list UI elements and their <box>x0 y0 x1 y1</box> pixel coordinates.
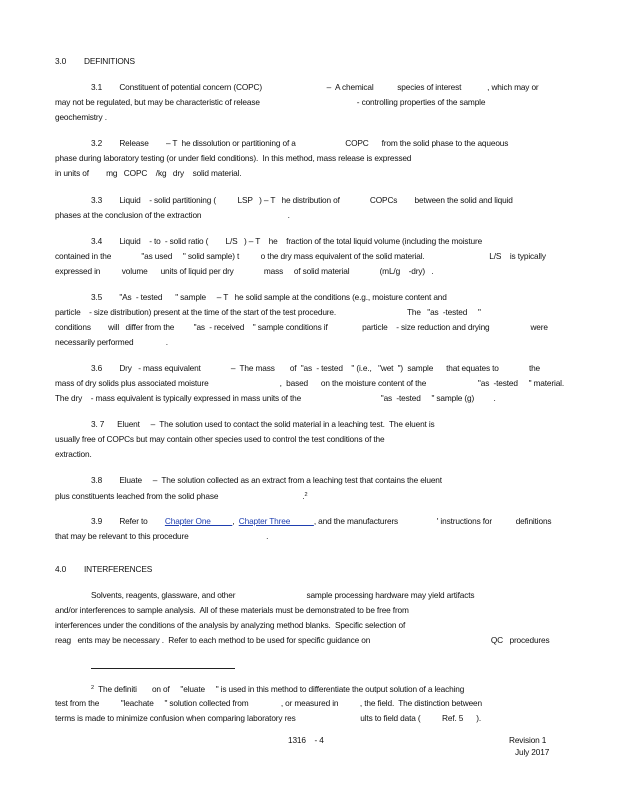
definition-3-8-line-2-tail: . <box>218 491 305 501</box>
definition-3-3-line-1: 3.3 Liquid - solid partitioning ( LSP ) – T he distribution of COPCs between the solid and liquid <box>91 195 513 205</box>
definition-3-8-line-2-text: plus constituents leached from the solid phase <box>55 491 219 501</box>
interferences-line-4: reag ents may be necessary . Refer to each method to be used for specific guidance on QC procedures <box>55 635 550 645</box>
section-4-number: 4.0 <box>55 564 67 574</box>
definition-3-4-line-1: 3.4 Liquid - to - solid ratio ( L/S ) – T he fraction of the total liquid volume (including the moisture <box>91 236 483 246</box>
definition-3-7-line-2: usually free of COPCs but may contain other species used to control the test conditions of the <box>55 434 385 444</box>
definition-3-6-line-3: The dry - mass equivalent is typically expressed in mass units of the "as -tested " sample (g) . <box>55 393 496 403</box>
definition-3-5-line-3: conditions will differ from the "as - received " sample conditions if particle - size reduction and drying were <box>55 322 548 332</box>
footnote-number: 2 <box>91 685 94 691</box>
footnote-separator <box>91 668 235 669</box>
definition-3-5-line-4: necessarily performed . <box>55 337 168 347</box>
definition-3-9-separator: , <box>232 516 239 526</box>
definition-3-9-suffix: , and the manufacturers ' instructions for definitions <box>313 516 552 526</box>
definition-3-5-line-2: particle - size distribution) present at the time of the start of the test procedure. The "as -tested " <box>55 307 481 317</box>
definition-3-7-line-3: extraction. <box>55 449 92 459</box>
footnote-line-2: test from the "leachate " solution collected from , or measured in , the field. The distinction between <box>55 698 482 708</box>
definition-3-6-line-2: mass of dry solids plus associated moisture , based on the moisture content of the "as -tested " material. <box>55 378 565 388</box>
definition-3-3-line-2: phases at the conclusion of the extraction . <box>55 210 290 220</box>
definition-3-1-line-3: geochemistry . <box>55 112 107 122</box>
footnote-line-1 <box>91 683 464 695</box>
revision-date: July 2017 <box>515 747 550 757</box>
interferences-line-1: Solvents, reagents, glassware, and other sample processing hardware may yield artifacts <box>91 590 475 600</box>
chapter-one-link[interactable]: Chapter One <box>164 516 233 526</box>
definition-3-6-line-1: 3.6 Dry - mass equivalent – The mass of "as - tested " (i.e., "wet ") sample that equates to the <box>91 363 541 373</box>
footnote-reference-2[interactable]: 2 <box>304 492 308 498</box>
definition-3-4-line-2: contained in the "as used " solid sample) t o the dry mass equivalent of the solid material. L/S is typically <box>55 251 546 261</box>
definition-3-2-line-1: 3.2 Release – T he dissolution or partitioning of a COPC from the solid phase to the aqueous <box>91 138 509 148</box>
definition-3-7-line-1: 3. 7 Eluent – The solution used to contact the solid material in a leaching test. The eluent is <box>91 419 435 429</box>
footnote-line-1-text: The definiti on of "eluate " is used in this method to differentiate the output solution of a leaching <box>93 684 465 694</box>
section-3-number: 3.0 <box>55 56 67 66</box>
interferences-line-2: and/or interferences to sample analysis. All of these materials must be demonstrated to be free from <box>55 605 409 615</box>
interferences-line-3: interferences under the conditions of the analysis by analyzing method blanks. Specific selection of <box>55 620 406 630</box>
page-number: 1316 - 4 <box>288 735 324 745</box>
definition-3-4-line-3: expressed in volume units of liquid per dry mass of solid material (mL/g -dry) . <box>55 266 434 276</box>
chapter-three-link[interactable]: Chapter Three <box>238 516 314 526</box>
definition-3-1-line-1: 3.1 Constituent of potential concern (COPC) – A chemical species of interest , which may or <box>91 82 539 92</box>
definition-3-9-line-1 <box>91 516 551 527</box>
definition-3-8-line-1: 3.8 Eluate – The solution collected as an extract from a leaching test that contains the eluent <box>91 475 442 485</box>
definition-3-1-line-2: may not be regulated, but may be characteristic of release - controlling properties of the sample <box>55 97 486 107</box>
definition-3-5-line-1: 3.5 "As - tested " sample – T he solid sample at the conditions (e.g., moisture content and <box>91 292 447 302</box>
definition-3-2-line-2: phase during laboratory testing (or under field conditions). In this method, mass release is expressed <box>55 153 412 163</box>
definition-3-9-line-2: that may be relevant to this procedure . <box>55 531 269 541</box>
revision-label: Revision 1 <box>509 735 547 745</box>
definition-3-2-line-3: in units of mg COPC /kg dry solid material. <box>55 168 242 178</box>
section-3-title: DEFINITIONS <box>84 56 135 66</box>
section-4-title: INTERFERENCES <box>84 564 153 574</box>
footnote-line-3: terms is made to minimize confusion when comparing laboratory res ults to field data ( Ref. 5 ). <box>55 713 481 723</box>
definition-3-8-line-2 <box>55 490 307 502</box>
definition-3-9-prefix: 3.9 Refer to <box>91 516 165 526</box>
